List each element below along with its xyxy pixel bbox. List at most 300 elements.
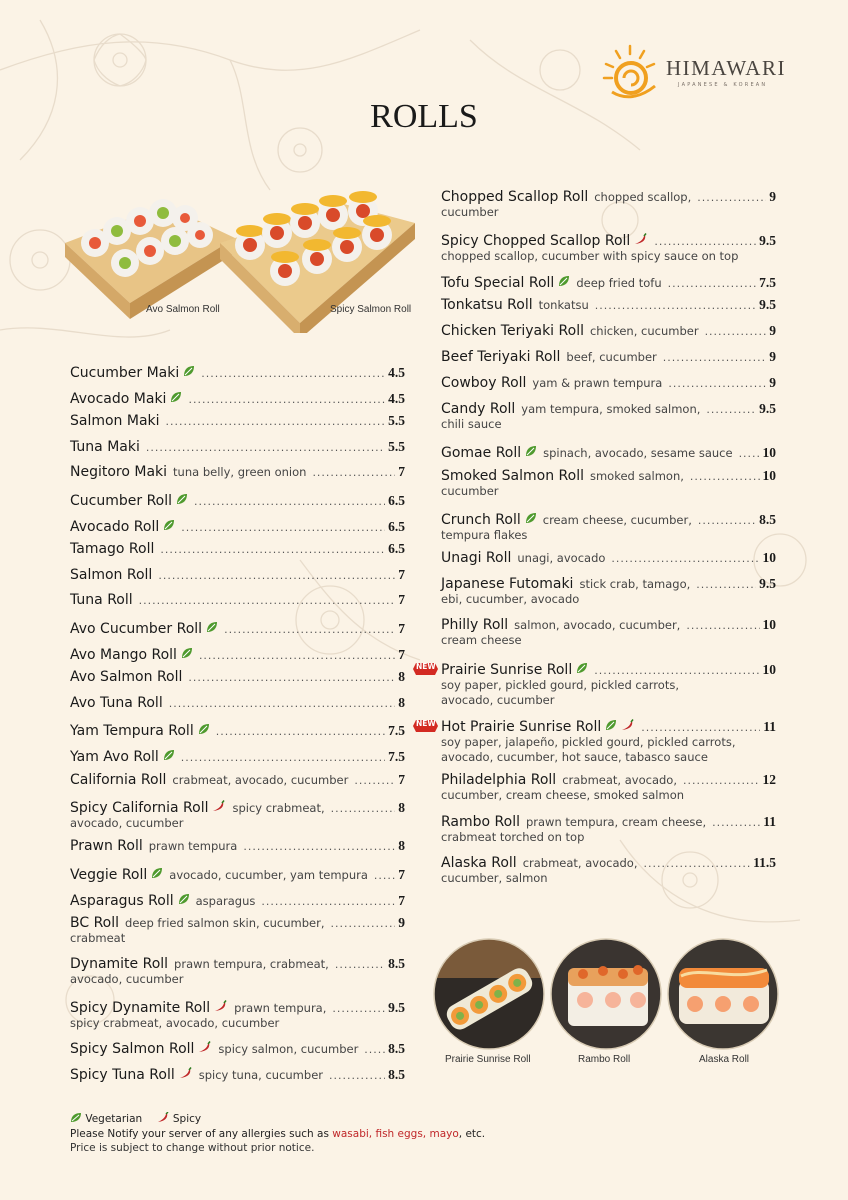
item-name: Avocado Maki (70, 390, 167, 407)
photo-caption-rambo: Rambo Roll (578, 1054, 631, 1065)
item-description-continued: cucumber, cream cheese, smoked salmon (441, 788, 685, 803)
item-name: Spicy Dynamite Roll (70, 1000, 211, 1017)
menu-item-beef-teriyaki-roll (441, 349, 776, 365)
vegetarian-leaf-icon (576, 659, 588, 678)
item-price: 8 (398, 838, 405, 854)
item-description: spicy tuna, cucumber (198, 1068, 323, 1082)
menu-item-philadelphia-roll (441, 772, 776, 803)
menu-item-avocado-maki (70, 388, 405, 407)
dot-leader (611, 552, 759, 565)
legend (70, 1112, 485, 1127)
new-badge (412, 661, 439, 680)
brand-name: HIMAWARI (666, 56, 786, 80)
item-name: Unagi Roll (441, 550, 512, 567)
menu-item-salmon-roll (70, 567, 405, 583)
menu-item-line (70, 413, 405, 429)
item-description: smoked salmon, (589, 468, 684, 483)
vegetarian-leaf-icon (198, 720, 210, 739)
item-price: 9 (769, 189, 776, 204)
item-description: crabmeat, avocado, (522, 855, 638, 870)
item-price: 8.5 (388, 1041, 405, 1057)
item-price: 6.5 (388, 518, 405, 534)
item-name: Spicy Salmon Roll (70, 1041, 195, 1058)
dot-leader (643, 857, 750, 870)
menu-item-line (441, 659, 776, 678)
item-name: California Roll (70, 771, 167, 788)
menu-item-yam-tempura-roll (70, 720, 405, 739)
item-price: 9 (398, 915, 405, 931)
menu-item-line (70, 772, 405, 788)
item-name: Salmon Roll (70, 566, 153, 583)
menu-item-spicy-california-roll (70, 797, 405, 831)
brand-tagline: JAPANESE & KOREAN (678, 82, 768, 88)
item-price: 11 (763, 718, 776, 734)
item-name: Alaska Roll (441, 854, 517, 871)
menu-item-line (70, 362, 405, 381)
menu-item-line (70, 592, 405, 608)
menu-item-line (70, 746, 405, 765)
dot-leader (364, 1043, 385, 1056)
item-price: 11.5 (753, 854, 776, 870)
item-name: Avocado Roll (70, 518, 160, 535)
menu-item-line (70, 1038, 405, 1057)
menu-item-line (441, 375, 776, 391)
item-name: Gomae Roll (441, 444, 522, 461)
item-price: 10 (762, 444, 776, 460)
item-description: salmon, avocado, cucumber, (514, 618, 681, 633)
menu-item-line (441, 297, 776, 313)
menu-item-line (441, 550, 776, 566)
menu-item-alaska-roll (441, 855, 776, 886)
item-name: BC Roll (70, 915, 120, 932)
menu-item-tuna-maki (70, 439, 405, 455)
dot-leader (243, 840, 395, 853)
item-price: 5.5 (388, 413, 405, 429)
dot-leader (668, 277, 757, 290)
item-name: Cucumber Roll (70, 493, 173, 509)
menu-item-line (70, 388, 405, 407)
item-name: Rambo Roll (441, 813, 520, 830)
item-name: Tonkatsu Roll (441, 297, 533, 314)
item-description: spicy crabmeat, (232, 801, 325, 816)
item-price: 8 (398, 800, 405, 816)
dot-leader (158, 569, 395, 582)
dot-leader (188, 393, 385, 406)
spicy-chili-icon (198, 1038, 212, 1057)
dot-leader (335, 958, 385, 971)
item-price: 7 (398, 866, 405, 882)
dot-leader (330, 917, 395, 930)
item-price: 8 (398, 669, 405, 685)
menu-item-spicy-dynamite-roll (70, 997, 405, 1031)
item-price: 7.5 (388, 723, 405, 739)
item-description: yam & prawn tempura (532, 375, 663, 390)
menu-item-line (70, 915, 405, 931)
item-description: deep fried salmon skin, cucumber, (125, 916, 325, 931)
item-price: 8 (398, 694, 405, 710)
item-price: 9 (769, 323, 776, 339)
item-name: Avo Tuna Roll (70, 694, 163, 711)
item-description: chopped scallop, (594, 190, 692, 204)
menu-item-dynamite-roll (70, 956, 405, 987)
menu-item-candy-roll (441, 401, 776, 432)
item-description-continued: cucumber (441, 205, 499, 219)
menu-item-line (70, 439, 405, 455)
item-price: 11 (763, 813, 776, 829)
item-description: spinach, avocado, sesame sauce (543, 445, 733, 460)
dot-leader (216, 725, 385, 738)
item-description: spicy salmon, cucumber (218, 1042, 359, 1057)
menu-item-spicy-chopped-scallop-roll (441, 230, 776, 264)
item-price: 7 (398, 592, 405, 608)
menu-item-veggie-roll (70, 864, 405, 883)
dot-leader (374, 869, 395, 882)
dot-leader (331, 802, 396, 815)
menu-item-bc-roll (70, 915, 405, 946)
menu-item-line (441, 814, 776, 830)
menu-item-avocado-roll (70, 516, 405, 535)
menu-item-hot-prairie-sunrise-roll (416, 716, 776, 765)
menu-item-cucumber-roll (70, 490, 405, 509)
menu-item-line (70, 490, 405, 509)
item-description: tuna belly, green onion (173, 465, 307, 480)
dot-leader (160, 543, 385, 556)
item-description: chicken, cucumber (589, 324, 699, 339)
menu-item-line (441, 509, 776, 528)
menu-item-line (70, 464, 405, 480)
item-price: 10 (762, 550, 776, 566)
item-price: 9.5 (759, 576, 776, 592)
item-price: 10 (762, 467, 776, 483)
item-price: 12 (762, 772, 776, 788)
item-description: yam tempura, smoked salmon, (521, 401, 701, 416)
item-description: prawn tempura, crabmeat, (174, 957, 329, 972)
item-price: 9.5 (759, 297, 776, 313)
legend-spicy-label: Spicy (172, 1113, 202, 1125)
vegetarian-leaf-icon (181, 644, 193, 663)
menu-item-chicken-teriyaki-roll (441, 323, 776, 339)
right-menu-column (416, 189, 776, 899)
item-price: 7 (398, 892, 405, 908)
item-name: Veggie Roll (70, 866, 148, 883)
menu-item-smoked-salmon-roll (441, 468, 776, 499)
spicy-chili-icon (214, 997, 228, 1016)
legend-vegetarian-label: Vegetarian (85, 1113, 143, 1125)
item-description: prawn tempura (148, 839, 238, 854)
menu-item-prawn-roll (70, 838, 405, 854)
dot-leader (594, 664, 759, 677)
vegetarian-leaf-icon (525, 509, 537, 528)
vegetarian-leaf-icon (206, 618, 218, 637)
spicy-chili-icon (634, 230, 648, 249)
item-name: Dynamite Roll (70, 956, 169, 973)
menu-item-line (441, 468, 776, 484)
item-name: Salmon Maki (70, 413, 160, 430)
menu-item-negitoro-maki (70, 464, 405, 480)
dot-leader (169, 697, 396, 710)
dot-leader (698, 514, 756, 527)
item-description: unagi, avocado (517, 551, 606, 566)
menu-item-cowboy-roll (441, 375, 776, 391)
item-price: 10 (762, 661, 776, 677)
item-name: Tuna Roll (70, 592, 133, 609)
item-price: 10 (762, 617, 776, 633)
allergy-notice (70, 1127, 485, 1142)
item-price: 8.5 (388, 956, 405, 972)
menu-item-line (70, 797, 405, 816)
menu-item-cucumber-maki (70, 362, 405, 381)
item-description-continued: crabmeat (70, 931, 126, 946)
item-name: Tamago Roll (70, 541, 155, 558)
menu-item-japanese-futomaki (441, 576, 776, 607)
dot-leader (739, 447, 760, 460)
item-price: 9.5 (759, 400, 776, 416)
spicy-chili-icon (621, 716, 635, 735)
item-description-continued: soy paper, pickled gourd, pickled carrots, (441, 677, 679, 692)
allergy-notice-suffix: , etc. (458, 1127, 486, 1140)
item-name: Chicken Teriyaki Roll (441, 323, 584, 340)
menu-item-avo-cucumber-roll (70, 618, 405, 637)
menu-item-line (70, 516, 405, 535)
item-name: Philly Roll (441, 617, 509, 634)
dot-leader (706, 403, 756, 416)
vegetarian-leaf-icon (163, 516, 175, 535)
item-name: Asparagus Roll (70, 892, 174, 909)
left-menu-column (70, 362, 405, 1092)
item-description: crabmeat, avocado, (562, 773, 677, 788)
item-name: Avo Salmon Roll (70, 669, 183, 686)
menu-item-unagi-roll (441, 550, 776, 566)
price-notice: Price is subject to change without prior notice. (70, 1142, 315, 1154)
item-description-continued: tempura flakes (441, 528, 528, 542)
item-description: prawn tempura, (234, 1001, 327, 1016)
dot-leader (199, 649, 395, 662)
menu-item-tuna-roll (70, 592, 405, 608)
item-name: Prawn Roll (70, 838, 143, 855)
menu-item-line (441, 716, 776, 735)
vegetarian-leaf-icon (178, 890, 190, 909)
item-name: Cucumber Maki (70, 365, 180, 381)
photo-caption-spicy-salmon: Spicy Salmon Roll (330, 304, 412, 315)
dot-leader (690, 470, 760, 483)
new-badge-label: NEW (416, 718, 436, 728)
menu-item-avo-tuna-roll (70, 695, 405, 711)
item-name: Japanese Futomaki (441, 576, 574, 593)
menu-item-asparagus-roll (70, 890, 405, 909)
menu-item-line (441, 349, 776, 365)
item-name: Spicy Tuna Roll (70, 1067, 175, 1083)
item-price: 7 (398, 771, 405, 787)
vegetarian-leaf-icon (183, 362, 195, 381)
item-name: Negitoro Maki (70, 464, 168, 481)
dot-leader (181, 521, 385, 534)
item-description-continued: cucumber, salmon (441, 870, 548, 885)
menu-item-salmon-maki (70, 413, 405, 429)
item-price: 7 (398, 464, 405, 480)
dot-leader (697, 191, 766, 204)
item-description-continued: soy paper, jalapeño, pickled gourd, pickled carrots, (441, 734, 736, 749)
spicy-chili-icon (156, 1112, 170, 1123)
item-description: deep fried tofu (576, 275, 662, 290)
item-price: 8.5 (759, 512, 776, 527)
new-badge-label: NEW (416, 661, 436, 671)
page-title: ROLLS (370, 98, 478, 135)
item-price: 7.5 (759, 274, 776, 290)
item-description-continued: crabmeat torched on top (441, 829, 585, 844)
item-price: 8.5 (388, 1067, 405, 1082)
menu-item-philly-roll (441, 617, 776, 648)
dot-leader (201, 367, 385, 380)
item-description: crabmeat, avocado, cucumber (172, 772, 349, 787)
dot-leader (181, 751, 385, 764)
menu-item-line (441, 772, 776, 788)
menu-item-line (441, 230, 776, 249)
menu-item-spicy-salmon-roll (70, 1038, 405, 1057)
menu-item-gomae-roll (441, 442, 776, 461)
item-description-continued: cream cheese (441, 633, 522, 648)
dot-leader (261, 895, 395, 908)
item-description: stick crab, tamago, (579, 577, 691, 592)
vegetarian-leaf-icon (163, 746, 175, 765)
item-name: Beef Teriyaki Roll (441, 349, 561, 365)
vegetarian-leaf-icon (605, 716, 617, 735)
item-price: 5.5 (388, 438, 405, 454)
dot-leader (188, 671, 395, 684)
menu-item-rambo-roll (441, 814, 776, 845)
menu-item-line (70, 890, 405, 909)
menu-item-line (441, 323, 776, 339)
dot-leader (312, 466, 395, 479)
dot-leader (705, 325, 767, 338)
allergy-notice-text: Please Notify your server of any allergies such as (70, 1127, 329, 1140)
item-description-continued: chili sauce (441, 416, 502, 431)
menu-item-line (70, 864, 405, 883)
item-name: Tuna Maki (70, 438, 140, 455)
item-price: 9 (769, 349, 776, 364)
item-price: 7 (398, 566, 405, 582)
menu-item-prairie-sunrise-roll (416, 659, 776, 708)
sunflower-logo-icon (600, 40, 666, 106)
dot-leader (224, 623, 395, 636)
item-description: asparagus (195, 893, 256, 908)
item-name: Philadelphia Roll (441, 772, 557, 789)
item-description-continued: avocado, cucumber, hot sauce, tabasco sauce (441, 749, 708, 764)
dot-leader (663, 351, 767, 364)
menu-item-line (70, 669, 405, 685)
dot-leader (712, 816, 760, 829)
bottom-sushi-photos (433, 938, 783, 1053)
item-price: 7 (398, 621, 405, 636)
new-badge (412, 718, 439, 737)
menu-item-line (441, 576, 776, 592)
menu-item-line (70, 720, 405, 739)
item-description: cream cheese, cucumber, (542, 513, 692, 527)
dot-leader (654, 235, 756, 248)
menu-item-line (441, 272, 776, 291)
dot-leader (683, 774, 760, 787)
vegetarian-leaf-icon (525, 442, 537, 461)
item-description-continued: avocado, cucumber (441, 692, 555, 707)
photo-caption-prairie-sunrise: Prairie Sunrise Roll (445, 1054, 531, 1065)
menu-item-line (70, 997, 405, 1016)
vegetarian-leaf-icon (170, 388, 182, 407)
item-name: Spicy Chopped Scallop Roll (441, 233, 631, 250)
menu-item-line (441, 855, 776, 871)
dot-leader (146, 441, 385, 454)
item-description: beef, cucumber (566, 350, 657, 364)
item-description: avocado, cucumber, yam tempura (169, 867, 368, 882)
dot-leader (595, 299, 756, 312)
menu-item-spicy-tuna-roll (70, 1064, 405, 1083)
menu-item-line (441, 617, 776, 633)
item-price: 9.5 (388, 1000, 405, 1016)
menu-item-avo-salmon-roll (70, 669, 405, 685)
item-price: 4.5 (388, 390, 405, 406)
dot-leader (329, 1069, 385, 1082)
menu-item-tonkatsu-roll (441, 297, 776, 313)
item-price: 9.5 (759, 233, 776, 249)
item-name: Avo Mango Roll (70, 646, 177, 663)
item-name: Candy Roll (441, 400, 516, 417)
menu-item-chopped-scallop-roll (441, 189, 776, 220)
menu-item-california-roll (70, 772, 405, 788)
menu-item-yam-avo-roll (70, 746, 405, 765)
item-name: Cowboy Roll (441, 374, 527, 391)
dot-leader (686, 619, 759, 632)
menu-item-line (70, 567, 405, 583)
item-name: Chopped Scallop Roll (441, 189, 589, 205)
item-description-continued: spicy crabmeat, avocado, cucumber (70, 1016, 280, 1031)
allergens-list: wasabi, fish eggs, mayo (332, 1127, 459, 1140)
menu-item-line (70, 695, 405, 711)
spicy-chili-icon (212, 797, 226, 816)
item-price: 9 (769, 374, 776, 390)
item-price: 7.5 (388, 749, 405, 764)
item-name: Avo Cucumber Roll (70, 621, 203, 637)
vegetarian-leaf-icon (70, 1112, 82, 1123)
dot-leader (139, 594, 396, 607)
item-name: Prairie Sunrise Roll (441, 661, 573, 678)
item-name: Spicy California Roll (70, 800, 209, 817)
item-description-continued: ebi, cucumber, avocado (441, 592, 580, 607)
menu-item-avo-mango-roll (70, 644, 405, 663)
item-description-continued: chopped scallop, cucumber with spicy sauce on top (441, 249, 739, 264)
item-description-continued: avocado, cucumber (70, 816, 184, 831)
item-name: Crunch Roll (441, 512, 521, 528)
item-name: Yam Avo Roll (70, 749, 159, 765)
item-description: tonkatsu (538, 298, 589, 313)
dot-leader (194, 495, 385, 508)
item-name: Hot Prairie Sunrise Roll (441, 718, 602, 735)
menu-item-line (70, 956, 405, 972)
photo-caption-avo-salmon: Avo Salmon Roll (146, 304, 220, 315)
menu-item-line (441, 442, 776, 461)
item-description-continued: avocado, cucumber (70, 972, 184, 987)
menu-item-line (70, 618, 405, 637)
menu-item-tofu-special-roll (441, 272, 776, 291)
menu-item-crunch-roll (441, 509, 776, 543)
item-name: Yam Tempura Roll (70, 723, 194, 740)
photo-caption-alaska: Alaska Roll (699, 1054, 750, 1065)
dot-leader (641, 721, 760, 734)
menu-item-line (70, 644, 405, 663)
item-price: 6.5 (388, 541, 405, 557)
menu-item-line (70, 541, 405, 557)
item-price: 4.5 (388, 365, 405, 380)
menu-item-line (441, 189, 776, 205)
menu-item-tamago-roll (70, 541, 405, 557)
dot-leader (668, 377, 766, 390)
